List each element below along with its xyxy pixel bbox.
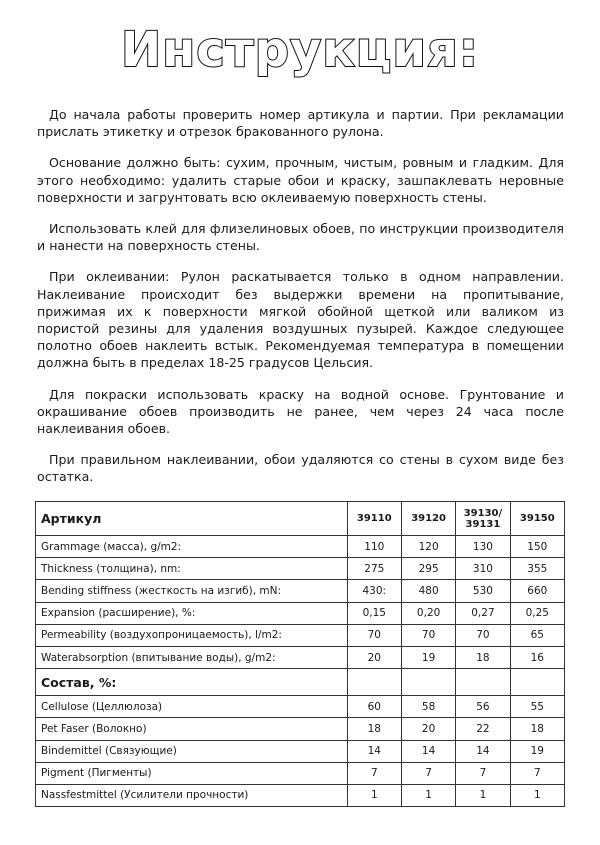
table-row — [36, 696, 565, 718]
cell: 58 — [401, 696, 455, 718]
cell: 22 — [456, 718, 510, 740]
composition-header-row — [36, 669, 565, 696]
cell: 7 — [510, 762, 564, 784]
cell: 7 — [347, 762, 401, 784]
row-label: Cellulose (Целлюлоза) — [36, 696, 348, 718]
row-label: Bending stiffness (жесткость на изгиб), mN: — [36, 580, 348, 602]
cell: 0,20 — [401, 602, 455, 624]
paragraph-glue: Использовать клей для флизелиновых обоев, по инструкции производителя и нанести на поверхность стены. — [37, 221, 564, 254]
row-label: Permeability (воздухопроницаемость), l/m2: — [36, 624, 348, 646]
table-row — [36, 558, 565, 580]
cell: 20 — [401, 718, 455, 740]
cell: 120 — [401, 536, 455, 558]
cell: 355 — [510, 558, 564, 580]
cell: 14 — [347, 740, 401, 762]
cell — [456, 669, 510, 696]
cell: 70 — [401, 624, 455, 646]
row-label: Thickness (толщина), nm: — [36, 558, 348, 580]
cell: 1 — [401, 784, 455, 806]
cell: 1 — [347, 784, 401, 806]
table-row — [36, 624, 565, 646]
cell: 56 — [456, 696, 510, 718]
cell: 70 — [456, 624, 510, 646]
cell: 14 — [456, 740, 510, 762]
cell: 20 — [347, 646, 401, 668]
header-col-1: 39110 — [347, 502, 401, 536]
row-label: Nassfestmittel (Усилители прочности) — [36, 784, 348, 806]
row-label: Waterabsorption (впитывание воды), g/m2: — [36, 646, 348, 668]
cell: 1 — [510, 784, 564, 806]
cell: 480 — [401, 580, 455, 602]
header-col-3: 39130/ 39131 — [456, 502, 510, 536]
row-label: Pet Faser (Волокно) — [36, 718, 348, 740]
cell: 18 — [510, 718, 564, 740]
cell: 7 — [456, 762, 510, 784]
cell: 14 — [401, 740, 455, 762]
paragraph-surface: Основание должно быть: сухим, прочным, чистым, ровным и гладким. Для этого необходимо: удалить старые обои и краску, зашпаклевать неровные поверхности и загрунтовать всю оклеиваемую поверхность стены. — [37, 155, 564, 205]
instructions-body — [37, 106, 564, 500]
cell: 530 — [456, 580, 510, 602]
cell: 18 — [456, 646, 510, 668]
row-label: Bindemittel (Связующие) — [36, 740, 348, 762]
header-col-4: 39150 — [510, 502, 564, 536]
table-row — [36, 784, 565, 806]
cell: 660 — [510, 580, 564, 602]
cell: 295 — [401, 558, 455, 580]
cell: 310 — [456, 558, 510, 580]
table-row — [36, 762, 565, 784]
cell: 0,27 — [456, 602, 510, 624]
cell — [347, 669, 401, 696]
paragraph-removal: При правильном наклеивании, обои удаляются со стены в сухом виде без остатка. — [37, 452, 564, 485]
cell: 16 — [510, 646, 564, 668]
cell: 7 — [401, 762, 455, 784]
cell: 150 — [510, 536, 564, 558]
paragraph-painting: Для покраски использовать краску на водной основе. Грунтование и окрашивание обоев производить не ранее, чем через 24 часа после наклеивания обоев. — [37, 386, 564, 437]
cell: 275 — [347, 558, 401, 580]
table-header-row — [36, 502, 565, 536]
table-row — [36, 740, 565, 762]
cell: 130 — [456, 536, 510, 558]
cell: 1 — [456, 784, 510, 806]
header-article-label: Артикул — [36, 502, 348, 536]
row-label: Pigment (Пигменты) — [36, 762, 348, 784]
cell: 110 — [347, 536, 401, 558]
table-row — [36, 536, 565, 558]
cell: 60 — [347, 696, 401, 718]
cell — [401, 669, 455, 696]
row-label: Grammage (масса), g/m2: — [36, 536, 348, 558]
table-row — [36, 602, 565, 624]
header-col-2: 39120 — [401, 502, 455, 536]
cell: 18 — [347, 718, 401, 740]
cell: 0,25 — [510, 602, 564, 624]
cell: 55 — [510, 696, 564, 718]
paragraph-application: При оклеивании: Рулон раскатывается только в одном направлении. Наклеивание происходит без выдержки времени на пропитывание, прижимая их к поверхности мягкой обойной щеткой или валиком из пористой резины для удаления воздушных пузырей. Каждое следующее полотно обоев наклеить встык. Рекомендуемая температура в помещении должна быть в пределах 18-25 градусов Цельсия. — [37, 269, 564, 371]
table-row — [36, 646, 565, 668]
cell: 70 — [347, 624, 401, 646]
cell: 430: — [347, 580, 401, 602]
row-label: Expansion (расширение), %: — [36, 602, 348, 624]
cell: 19 — [401, 646, 455, 668]
page-title: Инструкция: — [120, 22, 480, 78]
cell — [510, 669, 564, 696]
spec-table — [35, 501, 565, 807]
table-row — [36, 580, 565, 602]
paragraph-check-article: До начала работы проверить номер артикула и партии. При рекламации прислать этикетку и отрезок бракованного рулона. — [37, 107, 564, 140]
cell: 0,15 — [347, 602, 401, 624]
cell: 65 — [510, 624, 564, 646]
cell: 19 — [510, 740, 564, 762]
composition-header: Состав, %: — [36, 669, 348, 696]
table-row — [36, 718, 565, 740]
